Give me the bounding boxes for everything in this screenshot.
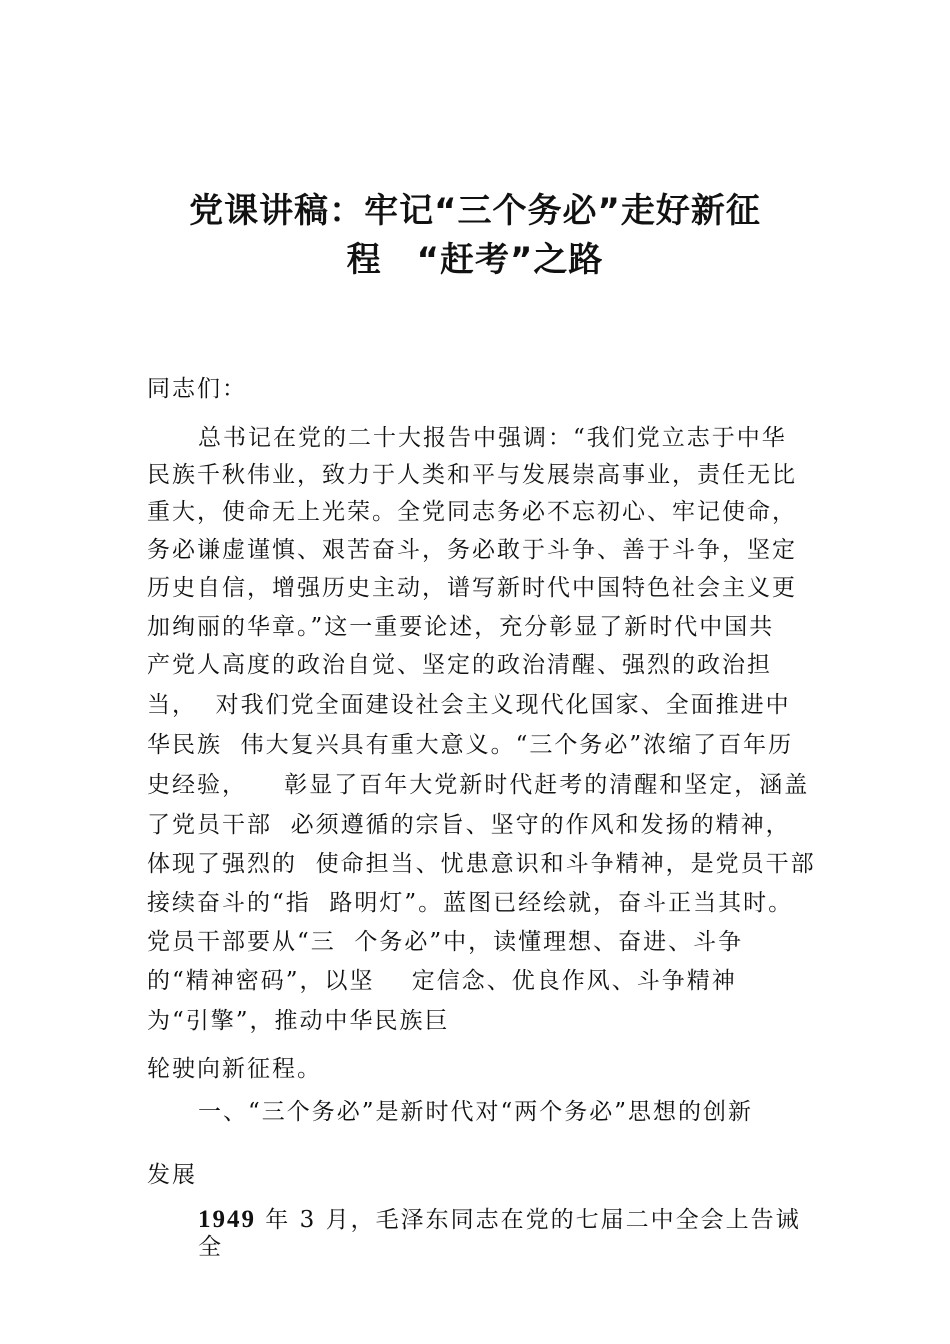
paragraph1-line: 当， 对我们党全面建设社会主义现代化国家、全面推进中 bbox=[147, 692, 791, 718]
paragraph1-line: 华民族 伟大复兴具有重大意义。“三个务必”浓缩了百年历 bbox=[147, 732, 794, 758]
paragraph1-line: 加绚丽的华章。”这一重要论述，充分彰显了新时代中国共 bbox=[147, 614, 775, 640]
paragraph2-line-1 bbox=[198, 1205, 801, 1235]
document-title-line-2: 程 “赶考”之路 bbox=[346, 240, 604, 280]
paragraph1-line: 接续奋斗的“指 路明灯”。蓝图已经绘就，奋斗正当其时。 bbox=[147, 890, 794, 916]
salutation: 同志们： bbox=[147, 376, 247, 402]
paragraph1-line: 轮驶向新征程。 bbox=[147, 1056, 322, 1082]
paragraph1-line: 重大，使命无上光荣。全党同志务必不忘初心、牢记使命， bbox=[147, 499, 797, 525]
year-number: 1949 bbox=[198, 1206, 256, 1233]
paragraph1-line: 总书记在党的二十大报告中强调：“我们党立志于中华 bbox=[198, 425, 787, 451]
paragraph1-line: 务必谦虚谨慎、艰苦奋斗，务必敢于斗争、善于斗争，坚定 bbox=[147, 537, 797, 563]
paragraph1-line: 历史自信，增强历史主动，谱写新时代中国特色社会主义更 bbox=[147, 575, 797, 601]
paragraph1-line: 党员干部要从“三 个务必”中，读懂理想、奋进、斗争 bbox=[147, 929, 744, 955]
paragraph1-line: 民族千秋伟业，致力于人类和平与发展崇高事业，责任无比 bbox=[147, 462, 797, 488]
paragraph2-line-1-text: 年 3 月，毛泽东同志在党的七届二中全会上告诫 bbox=[256, 1207, 801, 1233]
section-heading-line-2: 发展 bbox=[147, 1162, 197, 1188]
paragraph1-line: 体现了强烈的 使命担当、忧患意识和斗争精神，是党员干部 bbox=[147, 851, 816, 877]
document-title-line-1: 党课讲稿：牢记“三个务必”走好新征 bbox=[189, 191, 761, 231]
paragraph1-line: 史经验， 彰显了百年大党新时代赶考的清醒和坚定，涵盖 bbox=[147, 772, 810, 798]
paragraph2-line-2: 全 bbox=[198, 1234, 223, 1260]
paragraph1-line: 为“引擎”，推动中华民族巨 bbox=[147, 1008, 450, 1034]
paragraph1-line: 产党人高度的政治自觉、坚定的政治清醒、强烈的政治担 bbox=[147, 652, 772, 678]
paragraph1-line: 了党员干部 必须遵循的宗旨、坚守的作风和发扬的精神， bbox=[147, 812, 791, 838]
section-heading-line-1: 一、“三个务必”是新时代对“两个务必”思想的创新 bbox=[198, 1099, 754, 1125]
paragraph1-line: 的“精神密码”，以坚 定信念、优良作风、斗争精神 bbox=[147, 968, 737, 994]
